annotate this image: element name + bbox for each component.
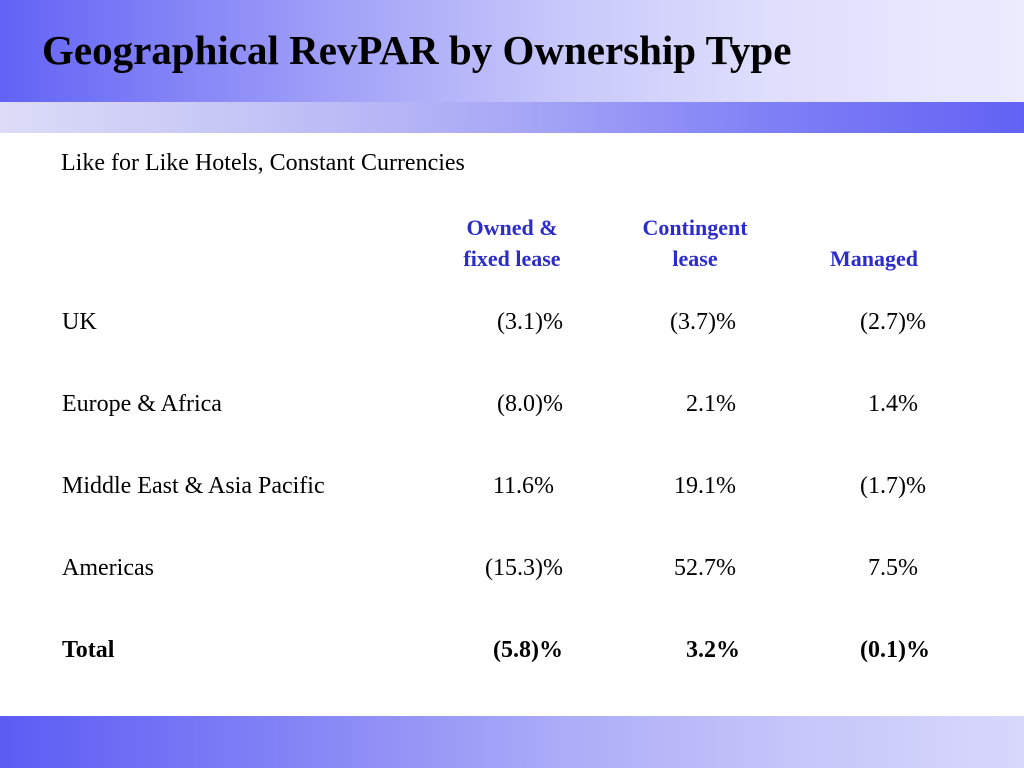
table-row-europe-africa [0, 391, 1024, 431]
row-label: Middle East & Asia Pacific [62, 473, 325, 499]
table-row-total [0, 637, 1024, 677]
table-row-uk [0, 309, 1024, 349]
owned-value: (5.8)% [493, 637, 563, 663]
column-header-line: Managed [830, 246, 918, 271]
managed-value: 7.5% [868, 555, 918, 581]
contingent-value: 2.1% [686, 391, 736, 417]
owned-value: (8.0)% [497, 391, 563, 417]
slide-title: Geographical RevPAR by Ownership Type [42, 27, 792, 73]
managed-value: 1.4% [868, 391, 918, 417]
row-label: UK [62, 309, 97, 335]
column-header-line: fixed lease [463, 246, 561, 271]
owned-value: (15.3)% [485, 555, 563, 581]
table-row-middle-east-asia-pacific [0, 473, 1024, 513]
header-divider [0, 102, 1024, 133]
managed-value: (2.7)% [860, 309, 926, 335]
owned-value: (3.1)% [497, 309, 563, 335]
row-label: Total [62, 637, 115, 663]
row-label: Europe & Africa [62, 391, 222, 417]
owned-value: 11.6% [492, 473, 554, 499]
contingent-value: 52.7% [674, 555, 736, 581]
footer-band [0, 716, 1024, 768]
contingent-value: 3.2% [686, 637, 740, 663]
managed-value: (0.1)% [860, 637, 930, 663]
column-header-managed [804, 243, 944, 274]
table-row-americas [0, 555, 1024, 595]
column-header-contingent-lease [625, 212, 765, 274]
managed-value: (1.7)% [860, 473, 926, 499]
column-header-line: lease [672, 246, 718, 271]
row-label: Americas [62, 555, 154, 581]
column-header-line: Owned & [466, 215, 558, 240]
column-header-owned-fixed-lease [442, 212, 582, 274]
slide-subtitle: Like for Like Hotels, Constant Currencies [61, 150, 465, 176]
contingent-value: 19.1% [674, 473, 736, 499]
contingent-value: (3.7)% [670, 309, 736, 335]
column-header-line: Contingent [642, 215, 748, 240]
